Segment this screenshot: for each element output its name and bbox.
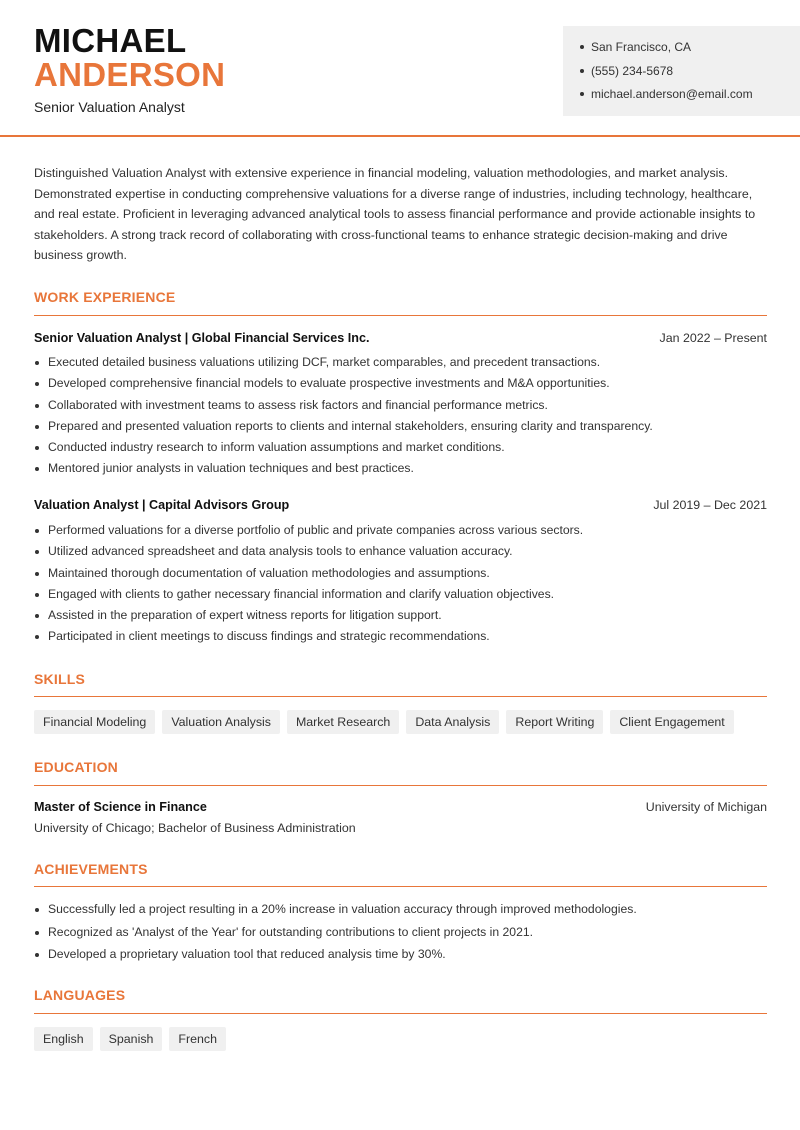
job-title: Valuation Analyst | Capital Advisors Group: [34, 498, 290, 512]
list-item: Developed comprehensive financial models to evaluate prospective investments and M&A opportunities.: [34, 373, 774, 394]
bullet-icon: [35, 529, 39, 533]
resume-header: [0, 0, 800, 137]
skill-tag: Client Engagement: [610, 710, 733, 734]
job-bullets: [34, 352, 774, 480]
bullet-icon: [35, 593, 39, 597]
education-detail: University of Chicago; Bachelor of Business Administration: [34, 821, 356, 835]
list-item: Executed detailed business valuations utilizing DCF, market comparables, and precedent transactions.: [34, 352, 774, 373]
skill-tag: Data Analysis: [406, 710, 499, 734]
bullet-icon: [35, 635, 39, 639]
list-item: Assisted in the preparation of expert witness reports for litigation support.: [34, 605, 774, 626]
list-item: Utilized advanced spreadsheet and data analysis tools to enhance valuation accuracy.: [34, 541, 774, 562]
contact-phone: [580, 63, 800, 87]
bullet-icon: [35, 931, 39, 935]
education-school: University of Michigan: [645, 800, 767, 814]
section-title-achievements: ACHIEVEMENTS: [34, 861, 148, 877]
list-item: Participated in client meetings to discuss findings and strategic recommendations.: [34, 626, 774, 647]
bullet-icon: [580, 45, 584, 49]
section-divider: [34, 1013, 767, 1014]
bullet-icon: [35, 550, 39, 554]
list-item: Prepared and presented valuation reports to clients and internal stakeholders, ensuring clarity and transparency.: [34, 416, 774, 437]
section-divider: [34, 785, 767, 786]
section-title-work: WORK EXPERIENCE: [34, 289, 176, 305]
section-divider: [34, 315, 767, 316]
bullet-icon: [580, 92, 584, 96]
contact-email[interactable]: [580, 86, 800, 110]
bullet-icon: [35, 467, 39, 471]
list-item: Successfully led a project resulting in a 20% increase in valuation accuracy through improved methodologies.: [34, 898, 774, 921]
skills-list: [34, 710, 734, 734]
section-divider: [34, 696, 767, 697]
first-name: MICHAEL: [34, 22, 187, 59]
list-item: Mentored junior analysts in valuation techniques and best practices.: [34, 458, 774, 479]
bullet-icon: [35, 361, 39, 365]
languages-list: [34, 1027, 226, 1051]
bullet-icon: [35, 572, 39, 576]
phone-text: (555) 234-5678: [591, 63, 674, 78]
last-name: ANDERSON: [34, 56, 226, 93]
section-title-skills: SKILLS: [34, 671, 85, 687]
bullet-icon: [35, 908, 39, 912]
language-tag: French: [169, 1027, 226, 1051]
job-bullets: [34, 520, 774, 648]
job-role: Senior Valuation Analyst: [34, 99, 185, 115]
contact-box: [563, 26, 800, 116]
section-title-education: EDUCATION: [34, 759, 118, 775]
bullet-icon: [35, 404, 39, 408]
skill-tag: Report Writing: [506, 710, 603, 734]
section-divider: [34, 886, 767, 887]
bullet-icon: [580, 69, 584, 73]
contact-location: [580, 39, 800, 63]
language-tag: Spanish: [100, 1027, 163, 1051]
list-item: Collaborated with investment teams to assess risk factors and financial performance metrics.: [34, 395, 774, 416]
email-text[interactable]: michael.anderson@email.com: [591, 87, 753, 101]
bullet-icon: [35, 953, 39, 957]
section-title-languages: LANGUAGES: [34, 987, 126, 1003]
skill-tag: Market Research: [287, 710, 399, 734]
skill-tag: Valuation Analysis: [162, 710, 280, 734]
location-text: San Francisco, CA: [591, 40, 692, 54]
list-item: Conducted industry research to inform valuation assumptions and market conditions.: [34, 437, 774, 458]
education-degree: Master of Science in Finance: [34, 800, 207, 814]
job-date: Jul 2019 – Dec 2021: [653, 498, 767, 512]
profile-summary: Distinguished Valuation Analyst with extensive experience in financial modeling, valuation methodologies, and market analysis. Demonstrated expertise in conducting comprehensive valuations for a diverse range of industries, including technology, healthcare, and real estate. Proficient in leveraging advanced analytical tools to assess financial performance and provide actionable insights to stakeholders. A strong track record of collaborating with cross-functional teams to enhance strategic decision-making and drive business growth.: [34, 166, 756, 262]
list-item: Performed valuations for a diverse portfolio of public and private companies across various sectors.: [34, 520, 774, 541]
job-title: Senior Valuation Analyst | Global Financial Services Inc.: [34, 331, 370, 345]
list-item: Developed a proprietary valuation tool that reduced analysis time by 30%.: [34, 943, 774, 966]
skill-tag: Financial Modeling: [34, 710, 155, 734]
list-item: Engaged with clients to gather necessary financial information and clarify valuation objectives.: [34, 584, 774, 605]
bullet-icon: [35, 425, 39, 429]
bullet-icon: [35, 446, 39, 450]
list-item: Maintained thorough documentation of valuation methodologies and assumptions.: [34, 563, 774, 584]
achievements-list: [34, 898, 774, 966]
list-item: Recognized as 'Analyst of the Year' for outstanding contributions to client projects in 2021.: [34, 921, 774, 944]
language-tag: English: [34, 1027, 93, 1051]
bullet-icon: [35, 382, 39, 386]
bullet-icon: [35, 614, 39, 618]
job-date: Jan 2022 – Present: [659, 331, 767, 345]
